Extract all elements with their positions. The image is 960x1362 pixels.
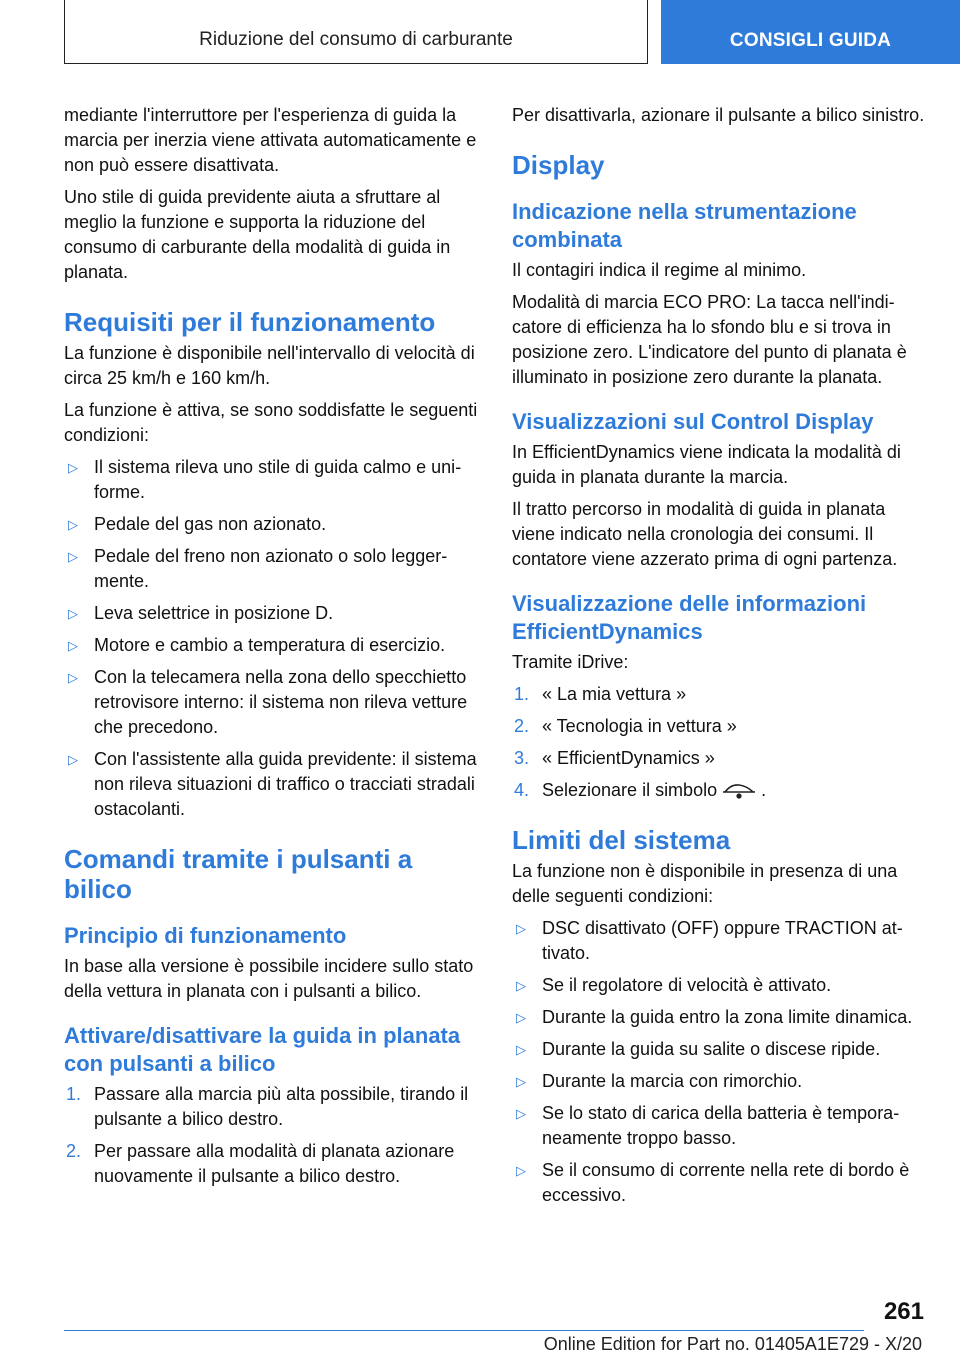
section-tab[interactable]: CONSIGLI GUIDA (661, 0, 960, 64)
list-item: ▷ DSC disattivato (OFF) oppure TRACTION attivato. (516, 918, 903, 963)
paragraph: mediante l'interruttore per l'esperienza di guida la marcia per inerzia viene attivata automaticamente e non può essere disattivata. (64, 105, 477, 175)
bullet-triangle-icon: ▷ (68, 752, 78, 767)
list-item: ▷ Pedale del gas non azionato. (64, 512, 482, 537)
left-column (64, 103, 482, 1196)
page-number: 261 (883, 1298, 924, 1325)
heading-info-efficientdynamics: Visualizzazione delle informazioni EfficientDynamics (512, 591, 867, 644)
footer-divider (64, 1330, 864, 1331)
paragraph: Il tratto percorso in modalità di guida in planata viene indicato nella cronologia dei consumi. Il contatore viene azzerato prima di ogni partenza. (512, 499, 898, 569)
list-item: ▷ Pedale del freno non azionato o solo leggermente. (68, 546, 448, 591)
list-item: ▷ Durante la marcia con rimorchio. (512, 1069, 928, 1094)
list-item: 2. Per passare alla modalità di planata azionare nuovamente il pulsante a bilico destro. (66, 1141, 455, 1186)
bullet-triangle-icon: ▷ (68, 670, 78, 685)
list-item: ▷ Se il regolatore di velocità è attivato. (512, 973, 928, 998)
conditions-list (64, 455, 482, 822)
list-item: ▷ Se il consumo di corrente nella rete di bordo è eccessivo. (516, 1160, 910, 1205)
coasting-car-icon (721, 782, 757, 800)
bullet-triangle-icon: ▷ (68, 606, 78, 621)
idrive-steps-list (512, 682, 928, 803)
step-number: 2. (66, 1141, 82, 1161)
bullet-triangle-icon: ▷ (516, 978, 526, 993)
list-item: ▷ Se lo stato di carica della batteria è temporaneamente troppo basso. (516, 1103, 900, 1148)
paragraph: La funzione è attiva, se sono soddisfatte le seguenti condizioni: (64, 400, 478, 445)
bullet-triangle-icon: ▷ (68, 549, 78, 564)
list-item: 4. Selezionare il simbolo . (512, 778, 928, 803)
step-number: 1. (514, 684, 530, 704)
bullet-triangle-icon: ▷ (516, 1074, 526, 1089)
heading-visualizzazioni: Visualizzazioni sul Control Display (512, 409, 874, 434)
heading-requisiti: Requisiti per il funzionamento (64, 307, 436, 337)
step-number: 4. (514, 780, 530, 800)
list-item: ▷ Motore e cambio a temperatura di esercizio. (64, 633, 482, 658)
list-item: 2. « Tecnologia in vettura » (512, 714, 928, 739)
bullet-triangle-icon: ▷ (68, 517, 78, 532)
chapter-title: Riduzione del consumo di carburante (64, 0, 648, 64)
page-header (0, 0, 960, 66)
paragraph: Il contagiri indica il regime al minimo. (512, 260, 807, 280)
bullet-triangle-icon: ▷ (68, 460, 78, 475)
paragraph: Per disattivarla, azionare il pulsante a bilico sinistro. (512, 105, 925, 125)
heading-attivare: Attivare/disattivare la guida in planata con pulsanti a bilico (64, 1023, 461, 1076)
paragraph: In EfficientDynamics viene indicata la modalità di guida in planata durante la marcia. (512, 442, 901, 487)
bullet-triangle-icon: ▷ (516, 1163, 526, 1178)
list-item: ▷ Leva selettrice in posizione D. (64, 601, 482, 626)
bullet-triangle-icon: ▷ (516, 1042, 526, 1057)
paragraph: Tramite iDrive: (512, 652, 629, 672)
paragraph: Uno stile di guida previdente aiuta a sfruttare al meglio la funzione e supporta la riduzione del consumo di carburante della modalità di guida in planata. (64, 187, 451, 282)
list-item: ▷ Con l'assistente alla guida previdente: il sistema non rileva situazioni di traffico o tracciati stradali ostacolanti. (68, 749, 477, 819)
bullet-triangle-icon: ▷ (516, 1010, 526, 1025)
list-item: 1. Passare alla marcia più alta possibile, tirando il pulsante a bilico destro. (66, 1084, 469, 1129)
paragraph: In base alla versione è possibile incidere sullo stato della vettura in planata con i pulsanti a bilico. (64, 956, 474, 1001)
heading-comandi: Comandi tramite i pulsanti a bilico (64, 844, 413, 904)
limits-list (512, 916, 928, 1208)
bullet-triangle-icon: ▷ (516, 1106, 526, 1121)
right-column (512, 103, 928, 1215)
heading-principio: Principio di funzionamento (64, 923, 347, 948)
heading-display: Display (512, 150, 605, 180)
paragraph: La funzione non è disponibile in presenza di una delle seguenti condizioni: (512, 861, 898, 906)
list-item: ▷ Durante la guida su salite o discese ripide. (512, 1037, 928, 1062)
steps-list (64, 1082, 482, 1189)
footer-edition: Online Edition for Part no. 01405A1E729 - X/20 (543, 1334, 922, 1354)
list-item: 3. « EfficientDynamics » (512, 746, 928, 771)
list-item: ▷ Il sistema rileva uno stile di guida calmo e uniforme. (68, 457, 462, 502)
heading-indicazione: Indicazione nella strumentazione combinata (512, 199, 857, 252)
step-number: 3. (514, 748, 530, 768)
step-number: 2. (514, 716, 530, 736)
paragraph: La funzione è disponibile nell'intervallo di velocità di circa 25 km/h e 160 km/h. (64, 343, 475, 388)
list-item: ▷ Con la telecamera nella zona dello specchietto retrovisore interno: il sistema non rileva vetture che precedono. (68, 667, 468, 737)
bullet-triangle-icon: ▷ (68, 638, 78, 653)
step-number: 1. (66, 1084, 82, 1104)
paragraph: Modalità di marcia ECO PRO: La tacca nell'indicatore di efficienza ha lo sfondo blu e si trova in posizione zero. L'indicatore del punto di planata è illuminato in posizione zero durante la planata. (512, 292, 907, 387)
list-item: 1. « La mia vettura » (512, 682, 928, 707)
heading-limiti: Limiti del sistema (512, 825, 731, 855)
bullet-triangle-icon: ▷ (516, 921, 526, 936)
list-item: ▷ Durante la guida entro la zona limite dinamica. (512, 1005, 928, 1030)
